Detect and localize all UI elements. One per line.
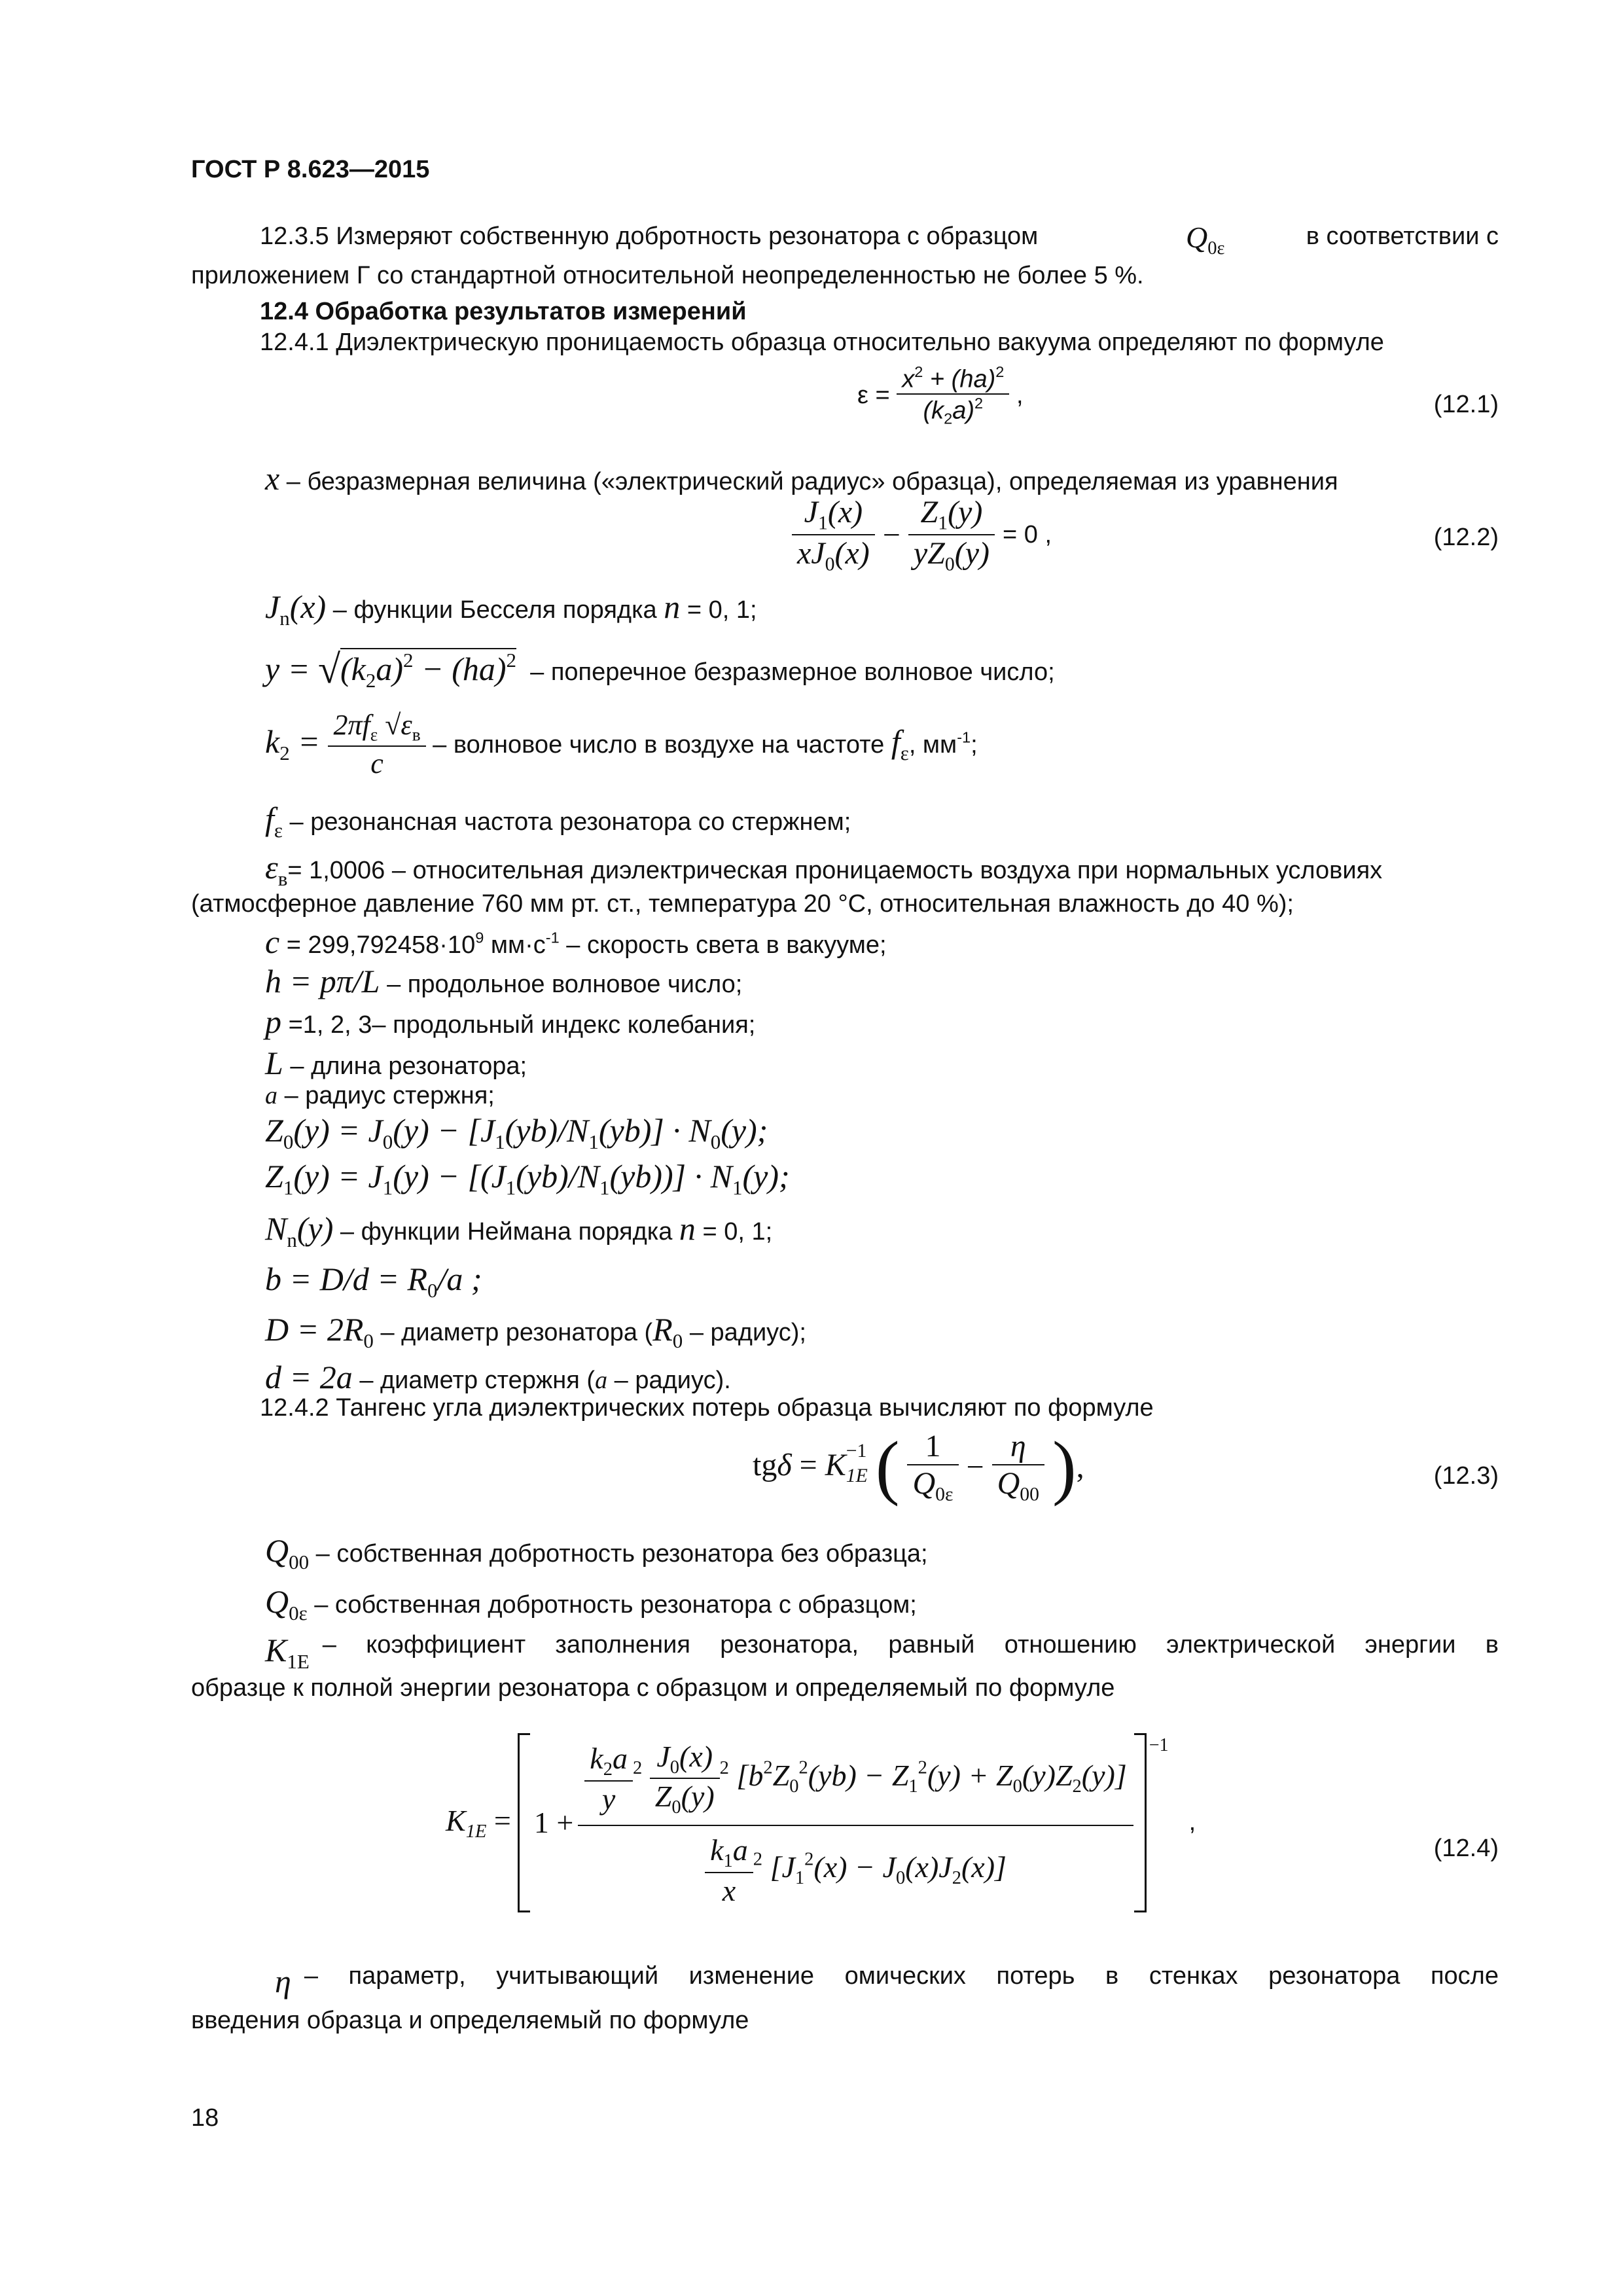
nn-definition: $N_n(y)$ – функции Неймана порядка n = 0, 1; — [265, 1210, 773, 1251]
p-12-3-5-line1: 12.3.5 Измеряют собственную добротность резонатора с образцом — [260, 223, 1039, 250]
page-number: 18 — [191, 2104, 219, 2132]
paragraph-12-4-2: 12.4.2 Тангенс угла диэлектрических потерь образца вычисляют по формуле — [260, 1394, 1154, 1422]
equation-12-3-number: (12.3) — [1433, 1462, 1499, 1490]
b-definition: $b = D/d = R_0/a$ ; — [265, 1261, 482, 1302]
z0-definition: $Z_0(y) = J_0(y) - [J_1(yb)/N_1(yb)] \cdot N_0(y)$; — [265, 1112, 768, 1153]
paragraph-12-3-5 — [191, 223, 1499, 290]
p-12-3-5-line2: приложением Г со стандартной относительной неопределенностью не более 5 %. — [191, 262, 1144, 289]
k1e-definition: $K_{1E}$ – коэффициент заполнения резонатора, равный отношению электрической энергии в — [265, 1631, 1499, 1673]
k1e-definition-line2: образце к полной энергии резонатора с образцом и определяемый по формуле — [191, 1674, 1115, 1702]
p-definition: p =1, 2, 3– продольный индекс колебания; — [265, 1003, 756, 1040]
eps-definition-line2: (атмосферное давление 760 мм рт. ст., температура 20 °С, относительная влажность до 40 %); — [191, 890, 1294, 918]
y-definition: $y = √(k_2a)^2 - (ha)^2$ – поперечное безразмерное волновое число; — [265, 647, 1055, 692]
equation-12-3: tgδ = K $_{-1 1E}$ ( $\frac{1}{Q_{0\varepsilon}}$ − $\frac{\eta}{Q_{00}}$ ), — [753, 1427, 1084, 1507]
h-definition: h = pπ/L – продольное волновое число; — [265, 963, 743, 999]
equation-12-1-number: (12.1) — [1433, 391, 1499, 418]
k2-definition: $k_2$ = $\frac{2\pi f_\varepsilon √\varepsilon_в}{c}$ – волновое число в воздухе на частоте $f_\varepsilon$, $мм^{-1}$; — [265, 709, 978, 780]
q0e-symbol: $Q_{0\varepsilon}$ — [1186, 221, 1225, 259]
d-large-definition: $D = 2R_0$ – диаметр резонатора ($R_0$ – радиус); — [265, 1311, 806, 1352]
jn-definition: $J_n(x)$ – функции Бесселя порядка n = 0, 1; — [265, 588, 757, 630]
q0e-definition: $Q_{0\varepsilon}$ – собственная добротность резонатора с образцом; — [265, 1583, 917, 1624]
q00-definition: $Q_{00}$ – собственная добротность резонатора без образца; — [265, 1532, 928, 1573]
eps-definition: $\varepsilon_в= 1,0006$ – относительная диэлектрическая проницаемость воздуха при нормальных условиях — [265, 849, 1383, 890]
l-definition: L – длина резонатора; — [265, 1045, 527, 1081]
eta-definition-line2: введения образца и определяемый по формуле — [191, 2007, 749, 2034]
section-12-4-title: 12.4 Обработка результатов измерений — [260, 298, 747, 325]
eta-definition: η – параметр, учитывающий изменение омических потерь в стенках резонатора после — [275, 1962, 1499, 2000]
equation-12-2: $\frac{J_1(x)}{xJ_0(x)}$ − $\frac{Z_1(y)}{yZ_0(y)}$ = 0 , — [792, 494, 1052, 576]
fe-definition: $f_\varepsilon$ – резонансная частота резонатора со стержнем; — [265, 800, 851, 842]
equation-12-2-number: (12.2) — [1433, 524, 1499, 551]
p-12-3-5-line1-end: в соответствии с — [1306, 223, 1499, 250]
paragraph-12-4-1: 12.4.1 Диэлектрическую проницаемость образца относительно вакуума определяют по формуле — [260, 329, 1384, 356]
equation-12-1: ε = $\frac{x^2 + (ha)^2}{(k_2a)^2}$ , — [857, 363, 1024, 427]
equation-12-4: $K_{1E}$ = 1 + $\frac{k_2a}{y}$ $^2$ $\frac{J_0(x)}{Z_0(y)}$ $^2$ $[b^2Z_0^2(yb) - Z_1^2(y) + Z_0(y)Z_2(y)]$ $\frac{k_1a}{x}$ $^2$ $[J_1^2(x) - J_0(x)J_2(x)]$ −1 , — [445, 1733, 1196, 1912]
x-symbol: x — [265, 460, 280, 497]
c-definition: $c = 299,792458\cdot 10^9$ $мм\cdot с^{-1}$ – скорость света в вакууме; — [265, 924, 887, 960]
x-definition: x – безразмерная величина («электрический радиус» образца), определяемая из уравнения — [265, 460, 1338, 497]
document-header: ГОСТ Р 8.623—2015 — [191, 156, 430, 183]
z1-definition: $Z_1(y) = J_1(y) - [(J_1(yb)/N_1(yb))] \cdot N_1(y)$; — [265, 1158, 790, 1199]
d-small-definition: d = 2a – диаметр стержня (a – радиус). — [265, 1359, 731, 1395]
equation-12-4-number: (12.4) — [1433, 1835, 1499, 1862]
a-definition: a – радиус стержня; — [265, 1082, 495, 1109]
